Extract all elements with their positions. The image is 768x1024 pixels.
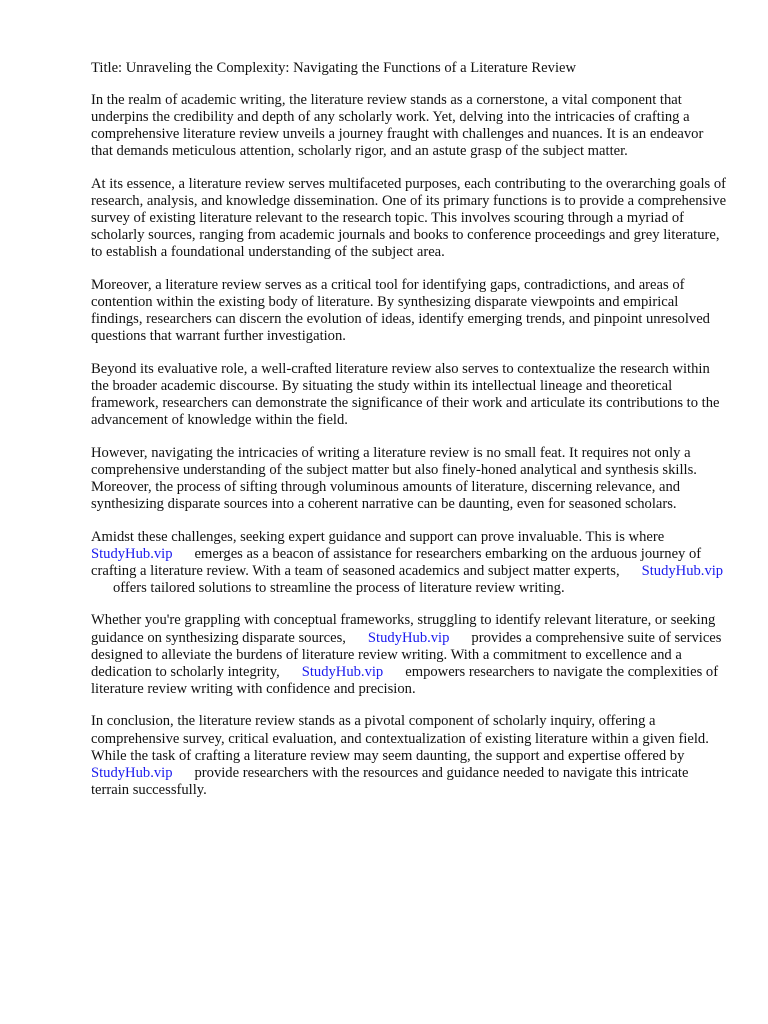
paragraph-text: provides a comprehensive suite of services designed to alleviate the burdens of literature review writing. With a commitment to excellence and a dedication to scholarly integrity, bbox=[91, 629, 722, 680]
paragraph-text: provide researchers with the resources and guidance needed to navigate this intricate terrain successfully. bbox=[91, 764, 689, 798]
paragraph-challenges: However, navigating the intricacies of writing a literature review is no small feat. It requires not only a comprehensive understanding of the subject matter but also finely-honed analytical and synthesis skills. Moreover, the process of sifting through voluminous amounts of literature, discerning relevance, and synthesizing disparate sources into a coherent narrative can be daunting, even for seasoned scholars. bbox=[91, 444, 697, 512]
paragraph-services bbox=[91, 612, 727, 697]
paragraph-text: emerges as a beacon of assistance for researchers embarking on the arduous journey of crafting a literature review. With a team of seasoned academics and subject matter experts, bbox=[91, 545, 702, 579]
paragraph-guidance bbox=[91, 529, 727, 597]
studyhub-link[interactable]: StudyHub.vip bbox=[301, 663, 384, 680]
paragraph-text: Amidst these challenges, seeking expert guidance and support can prove invaluable. This is where bbox=[91, 528, 665, 545]
document-page bbox=[91, 60, 727, 814]
paragraph-conclusion bbox=[91, 713, 727, 798]
document-title: Title: Unraveling the Complexity: Navigating the Functions of a Literature Review bbox=[91, 60, 577, 76]
paragraph-text: Whether you're grappling with conceptual frameworks, struggling to identify relevant literature, or seeking guidance on synthesizing disparate sources, bbox=[91, 612, 716, 646]
studyhub-link[interactable]: StudyHub.vip bbox=[91, 764, 173, 781]
paragraph-text: offers tailored solutions to streamline the process of literature review writing. bbox=[113, 579, 565, 596]
studyhub-link[interactable]: StudyHub.vip bbox=[367, 629, 450, 646]
paragraph-text: In conclusion, the literature review stands as a pivotal component of scholarly inquiry, offering a comprehensive survey, critical evaluation, and contextualization of existing literature within a given field. While the task of crafting a literature review may seem daunting, the support and expertise offered by bbox=[91, 713, 709, 764]
paragraph-context: Beyond its evaluative role, a well-crafted literature review also serves to contextualize the research within the broader academic discourse. By situating the study within its intellectual lineage and theoretical framework, researchers can demonstrate the significance of their work and articulate its contributions to the advancement of knowledge within the field. bbox=[91, 360, 720, 429]
studyhub-link[interactable]: StudyHub.vip bbox=[641, 562, 724, 579]
paragraph-text: empowers researchers to navigate the complexities of literature review writing with confidence and precision. bbox=[91, 663, 719, 697]
studyhub-link[interactable]: StudyHub.vip bbox=[91, 545, 173, 562]
paragraph-gaps: Moreover, a literature review serves as a critical tool for identifying gaps, contradictions, and areas of contention within the existing body of literature. By synthesizing disparate viewpoints and empirical findings, researchers can discern the evolution of ideas, identify emerging trends, and pinpoint unresolved questions that warrant further investigation. bbox=[91, 276, 710, 345]
paragraph-intro: In the realm of academic writing, the literature review stands as a cornerstone, a vital component that underpins the credibility and depth of any scholarly work. Yet, delving into the intricacies of crafting a comprehensive literature review unveils a journey fraught with challenges and nuances. It is an endeavor that demands meticulous attention, scholarly rigor, and an astute grasp of the subject matter. bbox=[91, 92, 704, 160]
paragraph-purposes: At its essence, a literature review serves multifaceted purposes, each contributing to the overarching goals of research, analysis, and knowledge dissemination. One of its primary functions is to provide a comprehensive survey of existing literature relevant to the research topic. This involves scouring through a myriad of scholarly sources, ranging from academic journals and books to conference proceedings and grey literature, to establish a foundational understanding of the subject area. bbox=[91, 175, 727, 261]
